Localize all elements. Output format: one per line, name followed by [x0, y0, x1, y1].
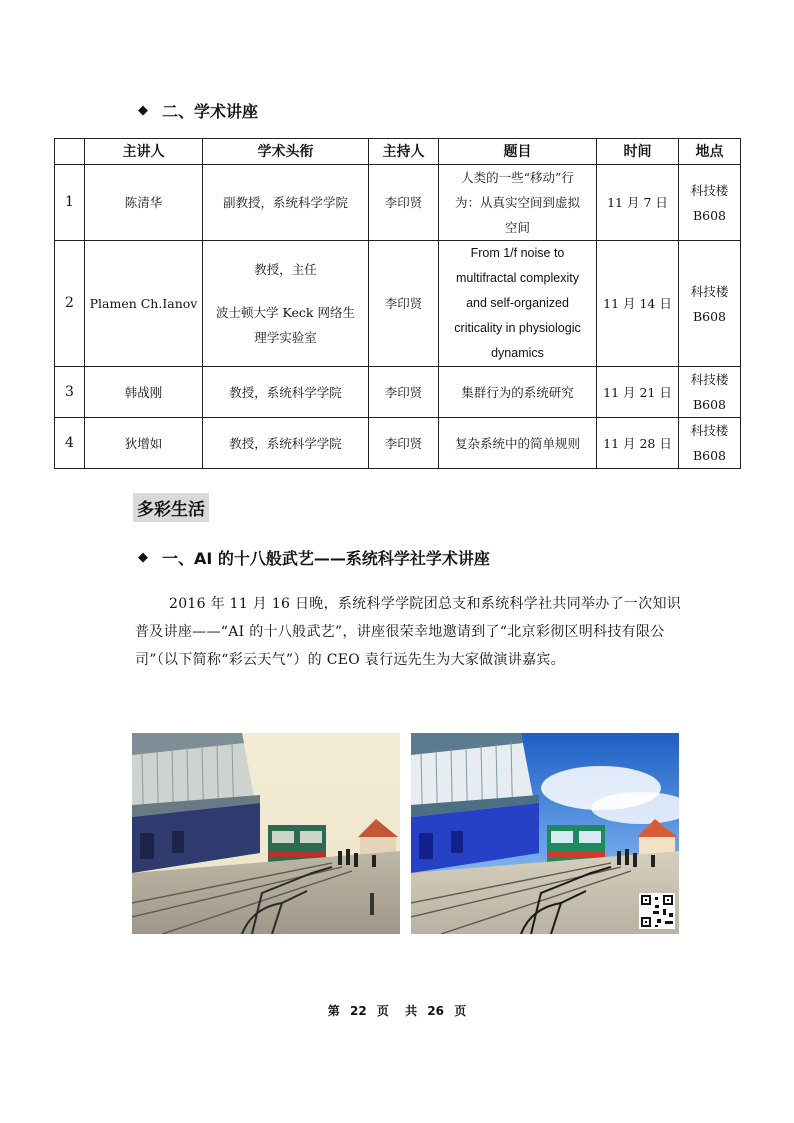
place-cell [679, 241, 741, 367]
place-line: 科技楼 [690, 423, 729, 438]
section-heading-lectures [138, 99, 258, 122]
time-cell: 11 月 7 日 [597, 165, 679, 241]
title-line: 教授，系统科学学院 [229, 435, 342, 451]
row-number: 1 [55, 165, 85, 241]
footer-text: 第 [327, 1004, 340, 1018]
place-cell [679, 165, 741, 241]
title-line: 教授，主任 [254, 262, 317, 277]
train-station-photo-edited [411, 733, 679, 934]
header-cell: 主持人 [369, 139, 439, 165]
topic-line: 空间 [504, 220, 530, 235]
topic-line: multifractal complexity [456, 271, 579, 285]
speaker-cell: Plamen Ch.Ianov [85, 241, 203, 367]
section-title: 一、AI 的十八般武艺——系统科学社学术讲座 [162, 549, 490, 568]
topic-line: 为：从真实空间到虚拟 [454, 195, 580, 210]
current-page-number: 22 [350, 1004, 367, 1018]
topic-line: 人类的一些“移动”行 [461, 170, 574, 185]
host-cell: 李印贤 [369, 367, 439, 418]
table-row [55, 418, 741, 469]
title-cell [203, 367, 369, 418]
diamond-bullet-icon: ◆ [138, 103, 148, 118]
title-spacer [207, 282, 364, 300]
time-cell: 11 月 28 日 [597, 418, 679, 469]
topic-cell [439, 241, 597, 367]
page-footer [0, 1002, 794, 1019]
footer-text: 页 [376, 1004, 389, 1018]
topic-line: criticality in physiologic [454, 321, 581, 335]
place-line: 科技楼 [690, 283, 729, 299]
topic-cell [439, 367, 597, 418]
title-line: 教授，系统科学学院 [229, 384, 342, 400]
title-line: 理学实验室 [254, 330, 317, 345]
section-title: 二、学术讲座 [162, 102, 259, 121]
header-cell: 主讲人 [85, 139, 203, 165]
section-heading-ai [138, 546, 490, 569]
title-cell [203, 418, 369, 469]
section-tag: 多彩生活 [133, 493, 209, 522]
topic-line: From 1/f noise to [470, 246, 565, 260]
diamond-bullet-icon: ◆ [138, 550, 148, 565]
table-row [55, 165, 741, 241]
title-line: 副教授，系统科学学院 [222, 195, 348, 210]
place-cell [679, 418, 741, 469]
header-cell: 题目 [439, 139, 597, 165]
row-number: 3 [55, 367, 85, 418]
topic-cell [439, 165, 597, 241]
topic-line: 复杂系统中的简单规则 [454, 435, 580, 451]
row-number: 4 [55, 418, 85, 469]
table-header-row [55, 139, 741, 165]
speaker-cell: 狄增如 [85, 418, 203, 469]
title-cell [203, 165, 369, 241]
place-cell [679, 367, 741, 418]
header-cell: 时间 [597, 139, 679, 165]
footer-text: 共 [405, 1004, 418, 1018]
title-cell [203, 241, 369, 367]
header-cell: 地点 [679, 139, 741, 165]
topic-line: dynamics [491, 346, 544, 360]
title-line: 波士顿大学 Keck 网络生 [216, 305, 355, 320]
place-line: 科技楼 [690, 372, 729, 387]
topic-line: and self-organized [466, 296, 569, 310]
topic-line: 集群行为的系统研究 [461, 384, 574, 400]
photo-edited [411, 733, 679, 934]
speaker-cell: 陈清华 [85, 165, 203, 241]
time-cell: 11 月 14 日 [597, 241, 679, 367]
place-line: B608 [692, 308, 727, 324]
train-station-photo-original [132, 733, 400, 934]
total-page-number: 26 [427, 1004, 444, 1018]
speaker-cell: 韩战刚 [85, 367, 203, 418]
row-number: 2 [55, 241, 85, 367]
place-line: B608 [692, 397, 727, 412]
photo-original [132, 733, 400, 934]
host-cell: 李印贤 [369, 241, 439, 367]
table-row [55, 367, 741, 418]
place-line: B608 [692, 448, 727, 463]
place-line: 科技楼 [690, 182, 729, 198]
time-cell: 11 月 21 日 [597, 367, 679, 418]
topic-cell [439, 418, 597, 469]
header-cell: 学术头衔 [203, 139, 369, 165]
lecture-table [54, 138, 741, 469]
host-cell: 李印贤 [369, 418, 439, 469]
host-cell: 李印贤 [369, 165, 439, 241]
footer-text: 页 [454, 1004, 467, 1018]
table-row [55, 241, 741, 367]
place-line: B608 [692, 207, 727, 223]
body-paragraph: 2016 年 11 月 16 日晚，系统科学学院团总支和系统科学社共同举办了一次知识普及讲座——“AI 的十八般武艺”，讲座很荣幸地邀请到了“北京彩彻区明科技有限公司”（以下简称“彩云天气”）的 CEO 袁行远先生为大家做演讲嘉宾。 [135, 596, 682, 668]
qr-code-icon [639, 893, 675, 929]
header-cell [55, 139, 85, 165]
